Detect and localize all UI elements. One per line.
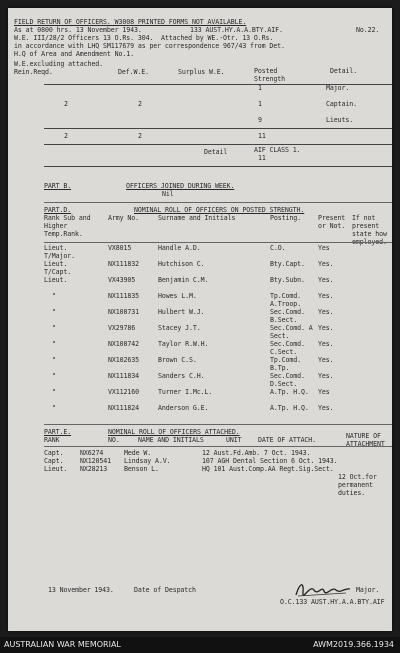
officer-no: VX29786 xyxy=(108,324,136,332)
officer-name: Brown C.S. xyxy=(158,356,197,364)
officer-no: VX112160 xyxy=(108,388,139,396)
attached-no: NX6274 xyxy=(80,449,104,457)
officer-rank: " xyxy=(52,388,56,396)
officer-posting: C.O. xyxy=(270,244,286,252)
pe-col-date: DATE OF ATTACH. xyxy=(258,436,317,444)
part-d-label: PART.D. xyxy=(44,206,72,214)
officer-no: NX111832 xyxy=(108,260,139,268)
col-posted: Posted Strength xyxy=(254,67,285,83)
officer-rank: " xyxy=(52,340,56,348)
part-e-label: PART.E. xyxy=(44,428,72,436)
officer-rank: " xyxy=(52,372,56,380)
attached-unit: 12 Aust.Fd.Amb. 7 Oct. 1943. xyxy=(202,449,311,457)
officer-rank: Lieut. T/Capt. xyxy=(44,260,72,276)
officer-present: Yes. xyxy=(318,356,334,364)
officer-present: Yes xyxy=(318,244,330,252)
officer-name: Taylor R.W.H. xyxy=(158,340,209,348)
part-d-bottom-rule xyxy=(44,424,392,425)
detail-label: Detail xyxy=(204,148,228,156)
attached-no: NX28213 xyxy=(80,465,108,473)
document-sheet xyxy=(8,8,392,631)
part-d-header-rule xyxy=(44,242,392,243)
officer-posting: Sec.Comd. C.Sect. xyxy=(270,340,305,356)
part-d-top-rule xyxy=(44,202,392,203)
officer-present: Yes. xyxy=(318,260,334,268)
officer-rank: " xyxy=(52,324,56,332)
header-line5: H.Q of Area and Amendment No.1. xyxy=(14,50,134,58)
archive-footer xyxy=(0,637,400,653)
attached-name: Benson L. xyxy=(124,465,159,473)
header-line4: in accordance with LHQ SM117679 as per correspondence 967/43 from Det. xyxy=(14,42,285,50)
pd-col-present: Present or Not. xyxy=(318,214,346,230)
officer-no: NX111834 xyxy=(108,372,139,380)
officer-no: NX111835 xyxy=(108,292,139,300)
attached-rank: Capt. xyxy=(44,457,64,465)
part-d-title: NOMINAL ROLL OF OFFICERS ON POSTED STRENGTH. xyxy=(134,206,305,214)
officer-no: NX108742 xyxy=(108,340,139,348)
officer-name: Hulbert W.J. xyxy=(158,308,205,316)
signatory-rank: Major. xyxy=(356,586,380,594)
despatch-date: 13 November 1943. xyxy=(48,586,114,594)
col-def: Def.W.E. xyxy=(118,68,149,76)
col-surplus: Surplus W.E. xyxy=(178,68,225,76)
officer-present: Yes. xyxy=(318,404,334,412)
signatory-oc: O.C.133 AUST.HY.A.A.BTY.AIF xyxy=(280,598,385,606)
def-total: 2 xyxy=(138,132,142,140)
officer-present: Yes. xyxy=(318,324,334,332)
doc-title: FIELD RETURN OF OFFICERS. W3008 PRINTED FORMS NOT AVAILABLE. xyxy=(14,18,247,26)
officer-present: Yes. xyxy=(318,308,334,316)
officer-posting: Bty.Capt. xyxy=(270,260,305,268)
header-line3: W.E. III/28/2 Officers 13 O.Rs. 304. Attached by WE.-Otr. 13 O.Rs. xyxy=(14,34,274,42)
officer-posting: Bty.Subn. xyxy=(270,276,305,284)
rein-captain: 2 xyxy=(64,100,68,108)
officer-present: Yes. xyxy=(318,372,334,380)
pd-col-absent: If not present state how employed. xyxy=(352,214,387,246)
officer-rank: Lieut. T/Major. xyxy=(44,244,75,260)
col-detail: Detail. xyxy=(330,67,358,75)
officer-no: VX8015 xyxy=(108,244,132,252)
attached-nature: 12 Oct.for permanent duties. xyxy=(338,473,377,497)
attached-name: Lindsay A.V. xyxy=(124,457,171,465)
officer-name: Howes L.M. xyxy=(158,292,197,300)
officer-present: Yes. xyxy=(318,276,334,284)
officer-present: Yes. xyxy=(318,340,334,348)
pe-col-rank: RANK xyxy=(44,436,60,444)
unit-name: 133 AUST.HY.A.A.BTY.AIF. xyxy=(190,26,283,34)
officer-no: NX111824 xyxy=(108,404,139,412)
rein-total: 2 xyxy=(64,132,68,140)
officer-posting: A.Tp. H.Q. xyxy=(270,388,309,396)
officer-posting: Tp.Comd. A.Troop. xyxy=(270,292,301,308)
officer-name: Sanders C.H. xyxy=(158,372,205,380)
attached-name: Mede W. xyxy=(124,449,152,457)
officer-rank: " xyxy=(52,292,56,300)
officer-posting: Tp.Comd. B.Tp. xyxy=(270,356,301,372)
attached-rank: Capt. xyxy=(44,449,64,457)
pd-col-rank: Rank Sub and Higher Temp.Rank. xyxy=(44,214,91,238)
officer-posting: Sec.Comd. A Sect. xyxy=(270,324,313,340)
strength-bottom-rule xyxy=(44,144,392,145)
part-b-value: Nil xyxy=(162,190,174,198)
pe-col-unit: UNIT xyxy=(226,436,242,444)
posted-total: 11 xyxy=(258,132,266,140)
posted-captain: 1 xyxy=(258,100,262,108)
header-line6: W.E.excluding attached. xyxy=(14,60,104,68)
officer-no: VX43905 xyxy=(108,276,136,284)
part-e-title: NOMINAL ROLL OF OFFICERS ATTACHED. xyxy=(108,428,240,436)
officer-rank: " xyxy=(52,356,56,364)
detail-major: Major. xyxy=(326,84,350,92)
posted-major: 1 xyxy=(258,84,262,92)
officer-name: Hutchison C. xyxy=(158,260,205,268)
officer-name: Turner I.Mc.L. xyxy=(158,388,213,396)
pd-col-posting: Posting. xyxy=(270,214,301,222)
signature-mark xyxy=(294,580,352,600)
pe-col-name: NAME AND INITIALS xyxy=(138,436,204,444)
officer-present: Yes. xyxy=(318,292,334,300)
pd-col-army-no: Army No. xyxy=(108,214,139,222)
officer-rank: " xyxy=(52,308,56,316)
officer-posting: Sec.Comd. D.Sect. xyxy=(270,372,305,388)
archive-ref: AWM2019.366.1934 xyxy=(313,640,394,649)
part-e-header-rule xyxy=(44,446,392,447)
officer-no: NX102635 xyxy=(108,356,139,364)
attached-rank: Lieut. xyxy=(44,465,68,473)
col-rein: Rein.Reqd. xyxy=(14,68,53,76)
part-b-label: PART B. xyxy=(44,182,72,190)
officer-posting: Sec.Comd. B.Sect. xyxy=(270,308,305,324)
officer-name: Benjamin C.M. xyxy=(158,276,209,284)
attached-no: NX120541 xyxy=(80,457,111,465)
return-number: No.22. xyxy=(356,26,380,34)
pe-col-nature: NATURE OF ATTACHMENT xyxy=(346,432,385,448)
attached-unit: HQ 101 Aust.Comp.AA Regt.Sig.Sect. xyxy=(202,465,334,473)
as-at: As at 0800 hrs. 13 November 1943. xyxy=(14,26,142,34)
aif-class: AIF CLASS 1. xyxy=(254,146,301,154)
officer-name: Stacey J.T. xyxy=(158,324,201,332)
def-captain: 2 xyxy=(138,100,142,108)
pd-col-name: Surname and Initials xyxy=(158,214,236,222)
pe-col-no: NO. xyxy=(108,436,120,444)
officer-posting: A.Tp. H.Q. xyxy=(270,404,309,412)
attached-unit: 107 AGH Dental Section 6 Oct. 1943. xyxy=(202,457,338,465)
officer-no: NX108731 xyxy=(108,308,139,316)
officer-rank: " xyxy=(52,404,56,412)
officer-rank: Lieut. xyxy=(44,276,68,284)
despatch-label: Date of Despatch xyxy=(134,586,196,594)
strength-mid-rule xyxy=(44,128,392,129)
officer-present: Yes xyxy=(318,388,330,396)
officer-name: Anderson G.E. xyxy=(158,404,209,412)
detail-lieuts: Lieuts. xyxy=(326,116,354,124)
posted-lieuts: 9 xyxy=(258,116,262,124)
detail-captain: Captain. xyxy=(326,100,357,108)
officer-name: Handle A.D. xyxy=(158,244,201,252)
part-b-title: OFFICERS JOINED DURING WEEK. xyxy=(126,182,235,190)
detail-rule xyxy=(44,166,392,167)
archive-name: AUSTRALIAN WAR MEMORIAL xyxy=(4,640,121,649)
aif-count: 11 xyxy=(258,154,266,162)
